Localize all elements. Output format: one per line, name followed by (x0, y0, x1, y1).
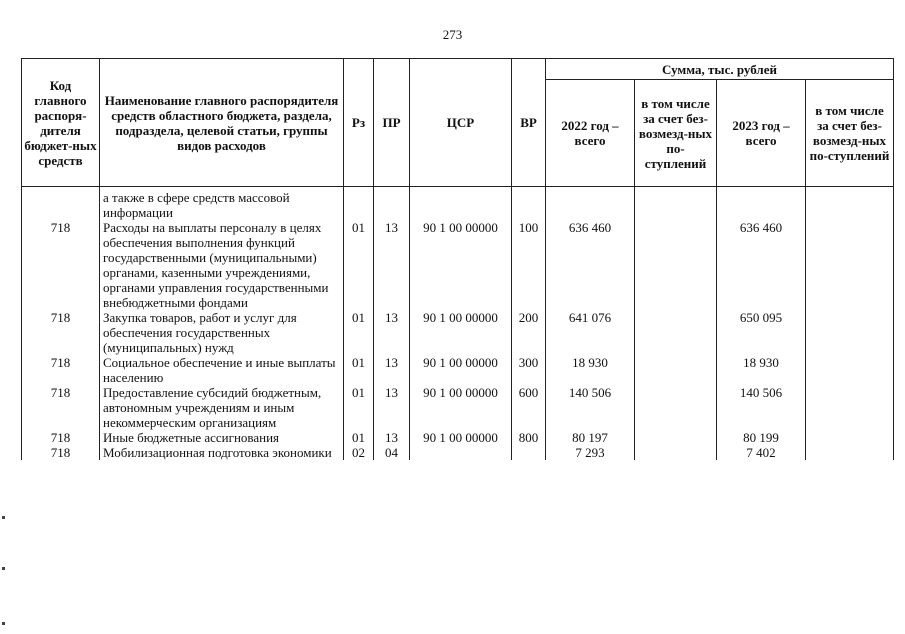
budget-table (21, 58, 894, 460)
header-2022-total: 2022 год – всего (546, 80, 635, 187)
page-number: 273 (442, 27, 463, 42)
table-row (22, 385, 894, 430)
header-code: Код главного распоря-дителя бюджет-ных средств (22, 59, 100, 187)
cell-2023-free (806, 310, 894, 355)
cell-2023-total: 7 402 (717, 445, 806, 460)
cell-2022-free (635, 220, 717, 310)
cell-vr: 600 (512, 385, 546, 430)
cell-2022-total (546, 187, 635, 221)
cell-2022-free (635, 355, 717, 385)
cell-pr: 13 (374, 220, 410, 310)
header-2023-total: 2023 год – всего (717, 80, 806, 187)
header-2022-free: в том числе за счет без-возмезд-ных по-ступлений (635, 80, 717, 187)
cell-pr (374, 187, 410, 221)
cell-2022-free (635, 310, 717, 355)
cell-2022-total: 80 197 (546, 430, 635, 445)
table-body (22, 187, 894, 461)
cell-code: 718 (22, 220, 100, 310)
cell-csr (410, 187, 512, 221)
cell-pr: 13 (374, 355, 410, 385)
cell-2022-free (635, 385, 717, 430)
cell-name: Иные бюджетные ассигнования (100, 430, 344, 445)
cell-vr: 800 (512, 430, 546, 445)
cell-2022-total: 140 506 (546, 385, 635, 430)
scan-mark (2, 622, 5, 625)
cell-pr: 13 (374, 385, 410, 430)
cell-name: а также в сфере средств массовой информации (100, 187, 344, 221)
cell-rz: 01 (344, 220, 374, 310)
header-pr: ПР (374, 59, 410, 187)
table-row (22, 355, 894, 385)
table-row (22, 445, 894, 460)
cell-rz (344, 187, 374, 221)
cell-csr: 90 1 00 00000 (410, 430, 512, 445)
cell-vr: 200 (512, 310, 546, 355)
cell-rz: 01 (344, 430, 374, 445)
header-csr: ЦСР (410, 59, 512, 187)
cell-vr (512, 445, 546, 460)
cell-code (22, 187, 100, 221)
header-name: Наименование главного распорядителя средств областного бюджета, раздела, подраздела, целевой статьи, группы видов расходов (100, 59, 344, 187)
table-row (22, 310, 894, 355)
cell-2023-total: 636 460 (717, 220, 806, 310)
cell-vr: 100 (512, 220, 546, 310)
cell-2022-free (635, 187, 717, 221)
cell-csr: 90 1 00 00000 (410, 220, 512, 310)
cell-pr: 13 (374, 310, 410, 355)
scan-mark (2, 516, 5, 519)
cell-code: 718 (22, 430, 100, 445)
cell-vr (512, 187, 546, 221)
cell-2022-total: 636 460 (546, 220, 635, 310)
cell-2022-free (635, 430, 717, 445)
scan-mark (2, 567, 5, 570)
cell-name: Расходы на выплаты персоналу в целях обеспечения выполнения функций государственными (муниципальными) органами, казенными учреждениями, органами управления государственными внебюджетными фондами (100, 220, 344, 310)
cell-rz: 01 (344, 385, 374, 430)
cell-2022-free (635, 445, 717, 460)
cell-2022-total: 641 076 (546, 310, 635, 355)
cell-name: Предоставление субсидий бюджетным, автономным учреждениям и иным некоммерческим организациям (100, 385, 344, 430)
cell-pr: 13 (374, 430, 410, 445)
cell-2023-free (806, 445, 894, 460)
header-vr: ВР (512, 59, 546, 187)
cell-code: 718 (22, 355, 100, 385)
cell-2023-free (806, 187, 894, 221)
cell-2023-free (806, 430, 894, 445)
cell-2023-total: 140 506 (717, 385, 806, 430)
cell-code: 718 (22, 385, 100, 430)
cell-2023-total (717, 187, 806, 221)
cell-2022-total: 18 930 (546, 355, 635, 385)
cell-2023-free (806, 220, 894, 310)
cell-2023-free (806, 355, 894, 385)
cell-name: Закупка товаров, работ и услуг для обеспечения государственных (муниципальных) нужд (100, 310, 344, 355)
cell-rz: 01 (344, 355, 374, 385)
cell-rz: 02 (344, 445, 374, 460)
cell-name: Социальное обеспечение и иные выплаты населению (100, 355, 344, 385)
cell-2022-total: 7 293 (546, 445, 635, 460)
cell-csr: 90 1 00 00000 (410, 355, 512, 385)
cell-code: 718 (22, 310, 100, 355)
header-2023-free: в том числе за счет без-возмезд-ных по-ступлений (806, 80, 894, 187)
cell-csr (410, 445, 512, 460)
cell-rz: 01 (344, 310, 374, 355)
cell-csr: 90 1 00 00000 (410, 385, 512, 430)
cell-code: 718 (22, 445, 100, 460)
cell-2023-free (806, 385, 894, 430)
table-row (22, 220, 894, 310)
table-row (22, 187, 894, 221)
header-sum-group: Сумма, тыс. рублей (546, 59, 894, 80)
cell-2023-total: 650 095 (717, 310, 806, 355)
table-row (22, 430, 894, 445)
cell-2023-total: 80 199 (717, 430, 806, 445)
cell-name: Мобилизационная подготовка экономики (100, 445, 344, 460)
cell-vr: 300 (512, 355, 546, 385)
cell-2023-total: 18 930 (717, 355, 806, 385)
cell-csr: 90 1 00 00000 (410, 310, 512, 355)
cell-pr: 04 (374, 445, 410, 460)
header-rz: Рз (344, 59, 374, 187)
